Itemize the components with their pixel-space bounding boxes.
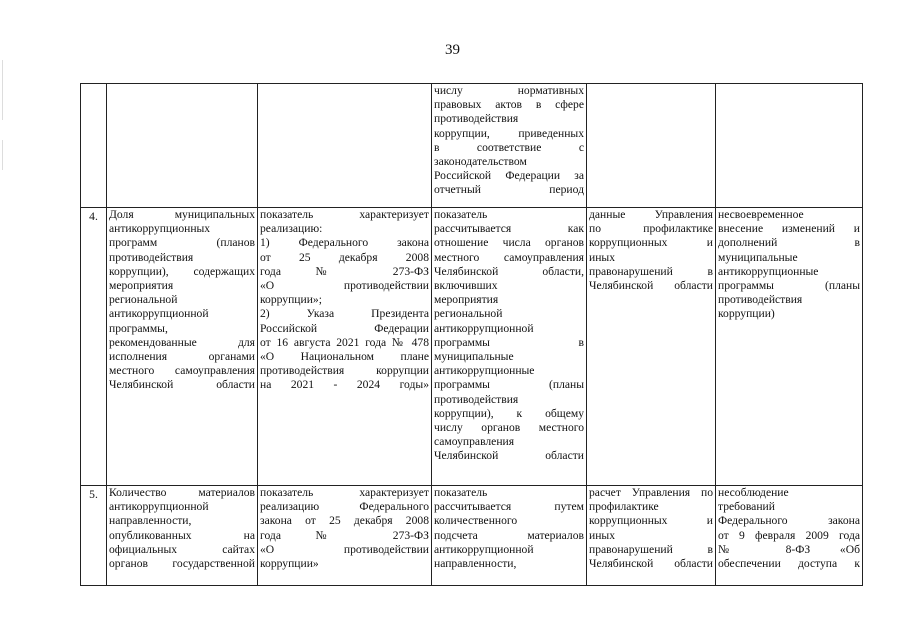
cell-text-line: реализацию Федерального (260, 500, 429, 514)
cell-text-line: закона от 25 декабря 2008 (260, 514, 429, 528)
calculation-method-cell (432, 84, 587, 208)
cell-text-line: муниципальные (718, 250, 798, 264)
row-number (81, 84, 107, 208)
row-number: 4. (81, 208, 107, 486)
cell-text-line: года № 273-ФЗ (260, 528, 429, 542)
cell-text-line: расчет Управления по (589, 486, 713, 499)
cell-text-line: направленности, (434, 557, 517, 571)
cell-text-line: исполнения органами (109, 350, 255, 364)
cell-text-line: коррупции»; (260, 293, 322, 307)
table-row-4 (81, 208, 863, 486)
data-source-cell (587, 208, 716, 486)
cell-text-line: местного самоуправления (434, 250, 584, 264)
cell-text-line: внесение изменений и (718, 222, 860, 236)
cell-text-line: антикоррупционной (434, 542, 534, 556)
indicator-basis-cell (258, 486, 432, 586)
scan-edge-mark (2, 60, 3, 120)
cell-text-line: Челябинской области (434, 449, 584, 463)
risk-cell (716, 208, 863, 486)
cell-text-line: в соответствие с (434, 140, 584, 154)
cell-text-line: муниципальные (434, 350, 514, 364)
cell-text-line: коррупции, приведенных (434, 126, 584, 140)
cell-text-line: иных (589, 528, 615, 542)
indicator-basis-cell (258, 208, 432, 486)
cell-text-line: № 8-ФЗ «Об (718, 542, 860, 556)
cell-text-line: «О противодействии (260, 542, 429, 556)
risk-cell (716, 84, 863, 208)
cell-text-line: профилактике (589, 500, 659, 514)
cell-text-line: противодействия (109, 250, 194, 264)
cell-text-line: дополнений в (718, 236, 860, 250)
cell-text-line: требований (718, 500, 775, 514)
calculation-method-cell (432, 486, 587, 586)
cell-text-line: противодействия (718, 293, 803, 307)
cell-text-line: Доля муниципальных (109, 208, 255, 221)
cell-text-line: антикоррупционной (434, 321, 534, 335)
data-source-cell (587, 84, 716, 208)
cell-text-line: программы (планы (718, 279, 860, 293)
data-source-cell (587, 486, 716, 586)
cell-text-line: мероприятия (109, 279, 174, 293)
cell-text-line: подсчета материалов (434, 528, 584, 542)
cell-text-line: коррупционных и (589, 236, 713, 250)
cell-text-line: по профилактике (589, 222, 713, 236)
cell-text-line: несвоевременное (718, 208, 804, 221)
cell-text-line: показатель характеризует (260, 208, 429, 221)
cell-text-line: противодействия (434, 112, 519, 126)
cell-text-line: антикоррупционные (434, 364, 535, 378)
cell-text-line: коррупции) (718, 307, 775, 321)
cell-text-line: «О Национальном плане (260, 350, 429, 364)
cell-text-line: направленности, (109, 514, 192, 528)
cell-text-line: обеспечении доступа к (718, 557, 860, 571)
cell-text-line: программы, (109, 321, 168, 335)
cell-text-line: Челябинской области (109, 378, 255, 392)
cell-text-line: коррупционных и (589, 514, 713, 528)
cell-text-line: 2) Указа Президента (260, 307, 429, 321)
cell-text-line: противодействия (434, 392, 519, 406)
cell-text-line: законодательством (434, 155, 527, 169)
indicator-name-cell (107, 208, 258, 486)
cell-text-line: коррупции), содержащих (109, 264, 255, 278)
cell-text-line: правонарушений в (589, 542, 713, 556)
cell-text-line: правовых актов в сфере (434, 98, 584, 112)
cell-text-line: Российской Федерации (260, 321, 429, 335)
cell-text-line: «О противодействии (260, 279, 429, 293)
cell-text-line: на 2021 - 2024 годы» (260, 378, 429, 392)
indicator-name-cell (107, 84, 258, 208)
cell-text-line: от 9 февраля 2009 года (718, 528, 860, 542)
cell-text-line: Челябинской области (589, 279, 713, 293)
cell-text-line: правонарушений в (589, 264, 713, 278)
cell-text-line: отчетный период (434, 183, 584, 197)
cell-text-line: антикоррупционные (718, 264, 819, 278)
row-number: 5. (81, 486, 107, 586)
cell-text-line: Челябинской области (589, 557, 713, 571)
cell-text-line: программы в (434, 335, 584, 349)
cell-text-line: количественного (434, 514, 518, 528)
cell-text-line: мероприятия (434, 293, 499, 307)
cell-text-line: местного самоуправления (109, 364, 255, 378)
cell-text-line: Федерального закона (718, 514, 860, 528)
table-row-continuation (81, 84, 863, 208)
cell-text-line: органов государственной (109, 557, 255, 571)
cell-text-line: иных (589, 250, 615, 264)
cell-text-line: Российской Федерации за (434, 169, 584, 183)
cell-text-line: несоблюдение (718, 486, 789, 499)
cell-text-line: антикоррупционной (109, 307, 209, 321)
cell-text-line: от 25 декабря 2008 (260, 250, 429, 264)
cell-text-line: от 16 августа 2021 года № 478 (260, 335, 429, 349)
page-number: 39 (445, 42, 460, 58)
cell-text-line: показатель (434, 208, 488, 221)
indicators-table (80, 83, 863, 586)
cell-text-line: отношение числа органов (434, 236, 584, 250)
table-row-5 (81, 486, 863, 586)
cell-text-line: рассчитывается как (434, 222, 584, 236)
cell-text-line: рекомендованные для (109, 335, 255, 349)
cell-text-line: региональной (109, 293, 178, 307)
cell-text-line: Челябинской области, (434, 264, 584, 278)
cell-text-line: года № 273-ФЗ (260, 264, 429, 278)
cell-text-line: Количество материалов (109, 486, 255, 499)
cell-text-line: числу нормативных (434, 84, 584, 97)
cell-text-line: опубликованных на (109, 528, 255, 542)
calculation-method-cell (432, 208, 587, 486)
cell-text-line: программы (планы (434, 378, 584, 392)
cell-text-line: показатель характеризует (260, 486, 429, 499)
cell-text-line: показатель (434, 486, 488, 499)
cell-text-line: антикоррупционных (109, 222, 211, 236)
cell-text-line: самоуправления (434, 435, 515, 449)
cell-text-line: данные Управления (589, 208, 713, 221)
cell-text-line: 1) Федерального закона (260, 236, 429, 250)
scan-edge-mark (2, 140, 3, 170)
cell-text-line: рассчитывается путем (434, 500, 584, 514)
cell-text-line: включивших (434, 279, 498, 293)
cell-text-line: числу органов местного (434, 421, 584, 435)
cell-text-line: региональной (434, 307, 503, 321)
risk-cell (716, 486, 863, 586)
cell-text-line: официальных сайтах (109, 542, 255, 556)
cell-text-line: антикоррупционной (109, 500, 209, 514)
cell-text-line: коррупции), к общему (434, 406, 584, 420)
cell-text-line: коррупции» (260, 557, 319, 571)
cell-text-line: программ (планов (109, 236, 255, 250)
indicator-basis-cell (258, 84, 432, 208)
cell-text-line: реализацию: (260, 222, 323, 236)
indicator-name-cell (107, 486, 258, 586)
cell-text-line: противодействия коррупции (260, 364, 429, 378)
